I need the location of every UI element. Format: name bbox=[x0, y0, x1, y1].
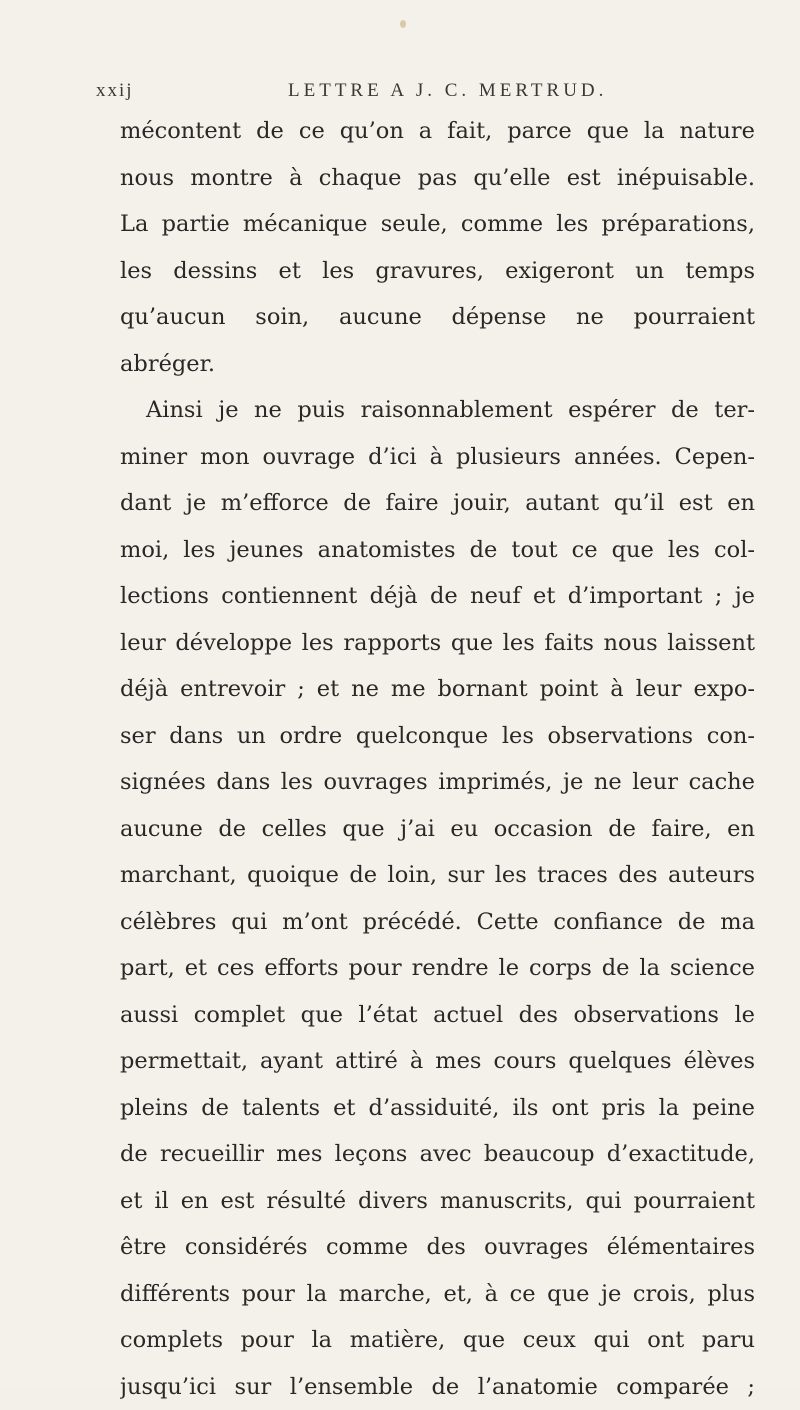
text-line: lections contiennent déjà de neuf et d’important ; je bbox=[120, 573, 755, 620]
text-line: signées dans les ouvrages imprimés, je ne leur cache bbox=[120, 759, 755, 806]
folio-number: xxij bbox=[96, 80, 134, 102]
text-line: marchant, quoique de loin, sur les traces des auteurs bbox=[120, 852, 755, 899]
body-text bbox=[120, 108, 755, 1410]
text-line: être considérés comme des ouvrages élémentaires bbox=[120, 1224, 755, 1271]
text-line: pleins de talents et d’assiduité, ils ont pris la peine bbox=[120, 1085, 755, 1132]
text-line: mécontent de ce qu’on a fait, parce que la nature bbox=[120, 108, 755, 155]
text-line: différents pour la marche, et, à ce que je crois, plus bbox=[120, 1271, 755, 1318]
text-line: aussi complet que l’état actuel des observations le bbox=[120, 992, 755, 1039]
text-line: nous montre à chaque pas qu’elle est inépuisable. bbox=[120, 155, 755, 202]
text-line: qu’aucun soin, aucune dépense ne pourraient bbox=[120, 294, 755, 341]
text-line: déjà entrevoir ; et ne me bornant point à leur expo- bbox=[120, 666, 755, 713]
page-header bbox=[96, 80, 740, 110]
text-line: abréger. bbox=[120, 341, 755, 388]
text-line: complets pour la matière, que ceux qui ont paru bbox=[120, 1317, 755, 1364]
text-line: leur développe les rapports que les faits nous laissent bbox=[120, 620, 755, 667]
text-line: jusqu’ici sur l’ensemble de l’anatomie comparée ; bbox=[120, 1364, 755, 1410]
text-line: permettait, ayant attiré à mes cours quelques élèves bbox=[120, 1038, 755, 1085]
text-line: moi, les jeunes anatomistes de tout ce que les col- bbox=[120, 527, 755, 574]
text-line: et il en est résulté divers manuscrits, qui pourraient bbox=[120, 1178, 755, 1225]
text-line: de recueillir mes leçons avec beaucoup d’exactitude, bbox=[120, 1131, 755, 1178]
text-line: ser dans un ordre quelconque les observations con- bbox=[120, 713, 755, 760]
text-line: La partie mécanique seule, comme les préparations, bbox=[120, 201, 755, 248]
text-line: célèbres qui m’ont précédé. Cette confiance de ma bbox=[120, 899, 755, 946]
text-line: les dessins et les gravures, exigeront un temps bbox=[120, 248, 755, 295]
text-line: miner mon ouvrage d’ici à plusieurs années. Cepen- bbox=[120, 434, 755, 481]
running-title: LETTRE A J. C. MERTRUD. bbox=[288, 80, 607, 102]
text-line: aucune de celles que j’ai eu occasion de faire, en bbox=[120, 806, 755, 853]
ink-spot bbox=[400, 20, 406, 28]
text-line: Ainsi je ne puis raisonnablement espérer de ter- bbox=[120, 387, 755, 434]
text-line: part, et ces efforts pour rendre le corps de la science bbox=[120, 945, 755, 992]
text-line: dant je m’efforce de faire jouir, autant qu’il est en bbox=[120, 480, 755, 527]
